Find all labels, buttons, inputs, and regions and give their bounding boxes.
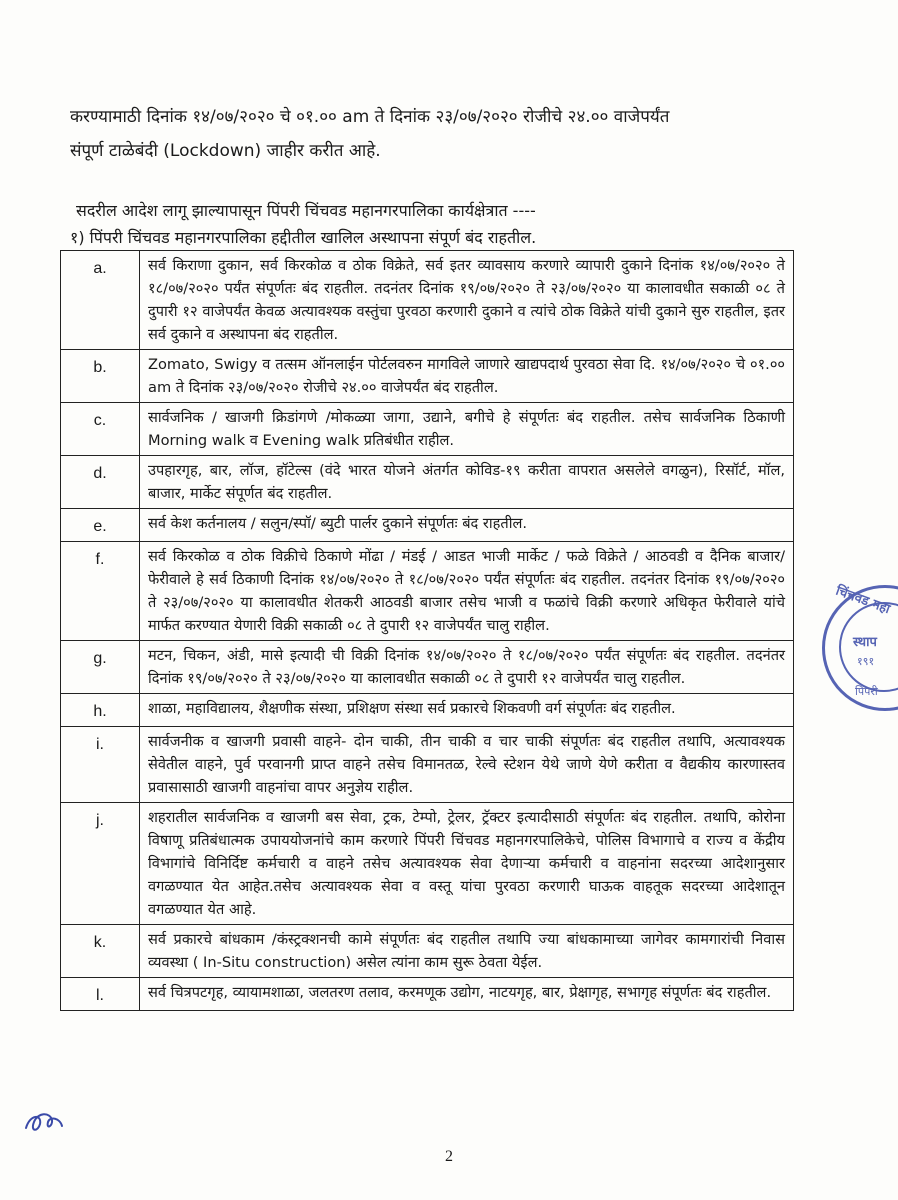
intro-paragraph [70, 100, 810, 168]
row-label: l. [61, 978, 140, 1011]
intro-line-1: करण्यामाठी दिनांक १४/०७/२०२० चे ०१.०० am ते दिनांक २३/०७/२०२० रोजीचे २४.०० वाजेपर्यंत [70, 107, 670, 127]
table-row [61, 978, 794, 1011]
section-heading [70, 197, 830, 251]
seal-text-top: चिंचवड महा [833, 583, 892, 618]
office-seal-stamp [822, 585, 898, 711]
row-text: सार्वजनिक / खाजगी क्रिडांगणे /मोकळ्या जागा, उद्याने, बगीचे हे संपूर्णतः बंद राहतील. तसेच सार्वजनिक ठिकाणी Morning walk व Evening walk प्रतिबंधीत राहील. [140, 403, 794, 456]
row-label: k. [61, 925, 140, 978]
row-label: h. [61, 694, 140, 727]
row-text: Zomato, Swigy व तत्सम ऑनलाईन पोर्टलवरुन मागविले जाणारे खाद्यपदार्थ पुरवठा सेवा दि. १४/०७/२०२० चे ०१.०० am ते दिनांक २३/०७/२०२० रोजीचे २४.०० वाजेपर्यंत बंद राहतील. [140, 350, 794, 403]
table-row [61, 803, 794, 925]
row-label: e. [61, 509, 140, 542]
table-row [61, 727, 794, 803]
table-row [61, 925, 794, 978]
row-text: शाळा, महाविद्यालय, शैक्षणीक संस्था, प्रशिक्षण संस्था सर्व प्रकारचे शिकवणी वर्ग संपूर्णतः बंद राहतील. [140, 694, 794, 727]
order-applicability-line: सदरील आदेश लागू झाल्यापासून पिंपरी चिंचवड महानगरपालिका कार्यक्षेत्रात ---- [76, 201, 536, 220]
row-text: सर्व चित्रपटगृह, व्यायामशाळा, जलतरण तलाव, करमणूक उद्योग, नाटयगृह, बार, प्रेक्षागृह, सभागृह संपूर्णतः बंद राहतील. [140, 978, 794, 1011]
handwritten-initial [22, 1108, 66, 1138]
seal-text-bottom: पिंपरी [855, 685, 878, 698]
table-row [61, 251, 794, 350]
table-row [61, 456, 794, 509]
row-label: c. [61, 403, 140, 456]
seal-text-mid: स्थाप [853, 635, 877, 650]
row-text: सार्वजनीक व खाजगी प्रवासी वाहने- दोन चाकी, तीन चाकी व चार चाकी संपूर्णतः बंद राहतील तथापि, अत्यावश्यक सेवेतील वाहने, पुर्व परवानगी प्राप्त वाहने तसेच विमानतळ, रेल्वे स्टेशन येथे जाणे येणे करीता व वैद्यकीय कारणास्तव प्रवासासाठी खाजगी वाहनांचा वापर अनुज्ञेय राहील. [140, 727, 794, 803]
seal-text-number: १९१ [857, 655, 875, 668]
table-row [61, 542, 794, 641]
row-label: f. [61, 542, 140, 641]
row-label: j. [61, 803, 140, 925]
row-label: a. [61, 251, 140, 350]
row-text: शहरातील सार्वजनिक व खाजगी बस सेवा, ट्रक, टेम्पो, ट्रेलर, ट्रॅक्टर इत्यादीसाठी संपूर्णतः बंद राहतील. तथापि, कोरोना विषाणू प्रतिबंधात्मक उपाययोजनांचे काम करणारे पिंपरी चिंचवड महानगरपालिकेचे, पोलिस विभागाचे व राज्य व केंद्रीय विभागांचे विनिर्दिष्ट कर्मचारी व वाहने तसेच अत्यावश्यक सेवा देणाऱ्या कर्मचारी व वाहनांना सदरच्या आदेशानुसार वगळण्यात येत आहेत.तसेच अत्यावश्यक सेवा व वस्तू यांचा पुरवठा करणारी घाऊक वाहतूक सदरच्या आदेशातून वगळण्यात येत आहे. [140, 803, 794, 925]
row-text: सर्व प्रकारचे बांधकाम /कंस्ट्रक्शनची कामे संपूर्णतः बंद राहतील तथापि ज्या बांधकामाच्या जागेवर कामगारांची निवास व्यवस्था ( In-Situ construction) असेल त्यांना काम सुरू ठेवता येईल. [140, 925, 794, 978]
row-label: b. [61, 350, 140, 403]
table-row [61, 403, 794, 456]
row-label: i. [61, 727, 140, 803]
intro-line-2: संपूर्ण टाळेबंदी (Lockdown) जाहीर करीत आहे. [70, 141, 381, 161]
row-label: d. [61, 456, 140, 509]
page-number: 2 [445, 1148, 453, 1165]
row-label: g. [61, 641, 140, 694]
row-text: सर्व किराणा दुकान, सर्व किरकोळ व ठोक विक्रेते, सर्व इतर व्यावसाय करणारे व्यापारी दुकाने दिनांक १४/०७/२०२० ते १८/०७/२०२० पर्यंत संपूर्णतः बंद राहतील. तदनंतर दिनांक १९/०७/२०२० ते २३/०७/२०२० या कालावधीत सकाळी ०८ ते दुपारी १२ वाजेपर्यंत केवळ अत्यावश्यक वस्तुंचा पुरवठा करणारी दुकाने व त्यांचे ठोक विक्रेते यांची दुकाने सुरु राहतील, इतर सर्व दुकाने व अस्थापना बंद राहतील. [140, 251, 794, 350]
table-row [61, 694, 794, 727]
table-row [61, 350, 794, 403]
closure-orders-table [60, 250, 794, 1011]
table-row [61, 641, 794, 694]
row-text: उपहारगृह, बार, लॉज, हॉटेल्स (वंदे भारत योजने अंतर्गत कोविड-१९ करीता वापरात असलेले वगळुन), रिसॉर्ट, मॉल, बाजार, मार्केट संपूर्णत बंद राहतील. [140, 456, 794, 509]
row-text: सर्व केश कर्तनालय / सलुन/स्पॉ/ ब्युटी पार्लर दुकाने संपूर्णतः बंद राहतील. [140, 509, 794, 542]
row-text: मटन, चिकन, अंडी, मासे इत्यादी ची विक्री दिनांक १४/०७/२०२० ते १८/०७/२०२० पर्यंत संपूर्णतः बंद राहतील. तदनंतर दिनांक १९/०७/२०२० ते २३/०७/२०२० या कालावधीत सकाळी ०८ ते दुपारी १२ वाजेपर्यंत चालु राहतील. [140, 641, 794, 694]
closure-list-heading: १) पिंपरी चिंचवड महानगरपालिका हद्दीतील खालिल अस्थापना संपूर्ण बंद राहतील. [70, 228, 537, 247]
row-text: सर्व किरकोळ व ठोक विक्रीचे ठिकाणे मोंढा / मंडई / आडत भाजी मार्केट / फळे विक्रेते / आठवडी व दैनिक बाजार/ फेरीवाले हे सर्व ठिकाणी दिनांक १४/०७/२०२० ते १८/०७/२०२० पर्यंत संपूर्णतः बंद राहतील. तदनंतर दिनांक १९/०७/२०२० ते २३/०७/२०२० या कालावधीत शेतकरी आठवडी बाजार तसेच भाजी व फळांचे विक्री करणारे अधिकृत फेरीवाले यांचे मार्फत करण्यात येणारी विक्री सकाळी ०८ ते दुपारी १२ वाजेपर्यंत चालु राहील. [140, 542, 794, 641]
table-row [61, 509, 794, 542]
